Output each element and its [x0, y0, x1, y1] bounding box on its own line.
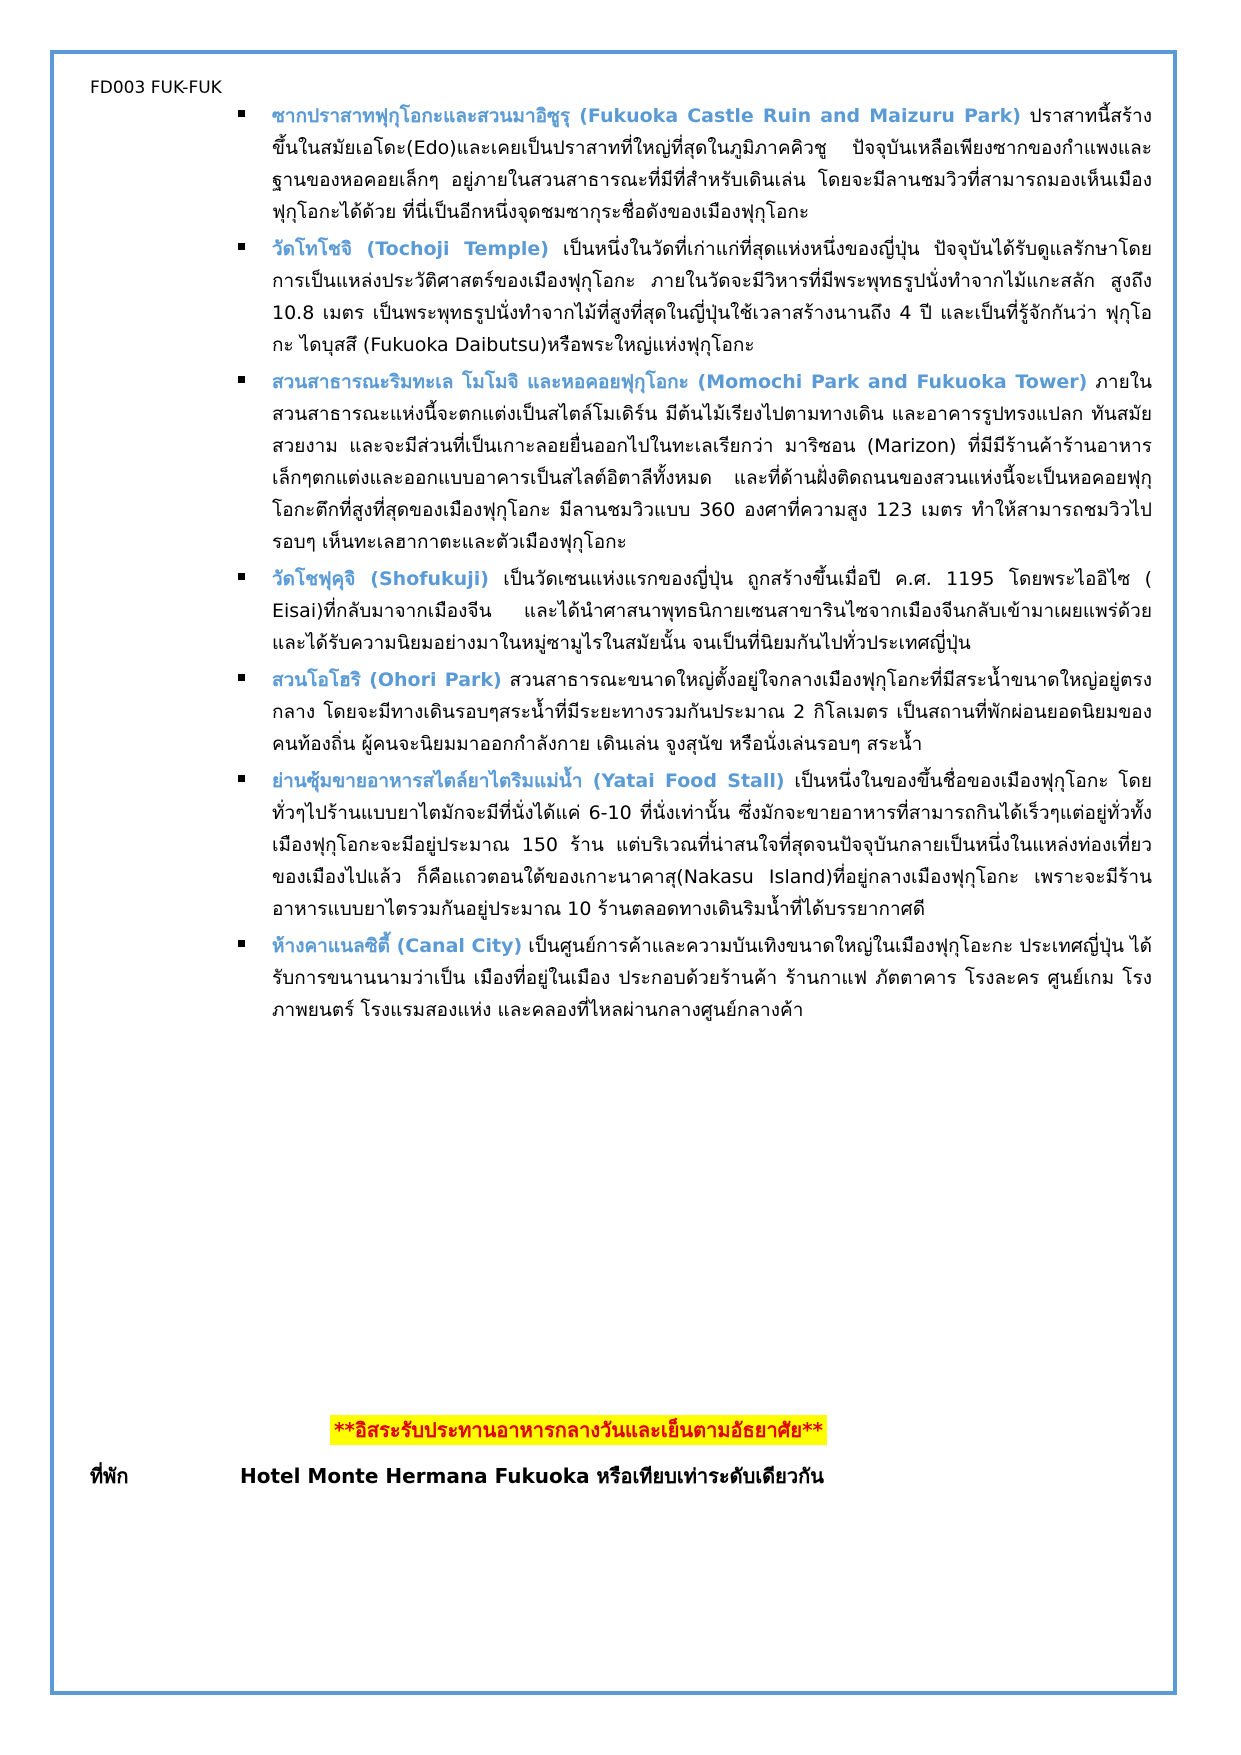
attraction-title: วัดโทโชจิ (Tochoji Temple): [272, 238, 549, 260]
attraction-description: ปราสาทนี้สร้างขึ้นในสมัยเอโดะ(Edo)และเคยเป็นปราสาทที่ใหญ่ที่สุดในภูมิภาคคิวชู ปัจจุบันเหลือเพียงซากของกำแพงและฐานของหอคอยเล็กๆ อยู่ภายในสวนสาธารณะที่มีที่สำหรับเดินเล่น โดยจะมีลานชมวิวที่สามารถมองเห็นเมืองฟุกุโอกะได้ด้วย ที่นี่เป็นอีกหนึ่งจุดชมซากุระชื่อดังของเมืองฟุกุโอกะ: [272, 105, 1152, 223]
list-item-text: [272, 233, 1152, 361]
meal-notice: **อิสระรับประทานอาหารกลางวันและเย็นตามอัธยาศัย**: [330, 1415, 827, 1445]
list-item: [272, 366, 1152, 558]
bullet-icon: [238, 674, 245, 681]
attraction-list: [272, 100, 1152, 1031]
attraction-title: วัดโชฟุคุจิ (Shofukuji): [272, 568, 489, 590]
bullet-icon: [238, 110, 245, 117]
list-item: [272, 765, 1152, 925]
list-item: [272, 563, 1152, 659]
bullet-icon: [238, 775, 245, 782]
accommodation-hotel: Hotel Monte Hermana Fukuoka หรือเทียบเท่าระดับเดียวกัน: [240, 1464, 824, 1488]
list-item-text: [272, 563, 1152, 659]
attraction-description: เป็นวัดเซนแห่งแรกของญี่ปุ่น ถูกสร้างขึ้นเมื่อปี ค.ศ. 1195 โดยพระไออิไซ ( Eisai)ที่กลับมาจากเมืองจีน และได้นำศาสนาพุทธนิกายเซนสาขารินไซจากเมืองจีนกลับเข้ามาเผยแพร่ด้วย และได้รับความนิยมอย่างมาในหมู่ซามูไรในสมัยนั้น จนเป็นที่นิยมกันไปทั่วประเทศญี่ปุ่น: [272, 568, 1152, 654]
attraction-description: เป็นศูนย์การค้าและความบันเทิงขนาดใหญ่ในเมืองฟุกุโอะกะ ประเทศญี่ปุ่น ได้รับการขนานนามว่าเป็น เมืองที่อยู่ในเมือง ประกอบด้วยร้านค้า ร้านกาแฟ ภัตตาคาร โรงละคร ศูนย์เกม โรงภาพยนตร์ โรงแรมสองแห่ง และคลองที่ไหลผ่านกลางศูนย์กลางค้า: [272, 935, 1152, 1021]
list-item-text: [272, 930, 1152, 1026]
list-item-text: [272, 765, 1152, 925]
accommodation-label: ที่พัก: [90, 1464, 129, 1488]
attraction-description: เป็นหนึ่งในวัดที่เก่าแก่ที่สุดแห่งหนึ่งของญี่ปุ่น ปัจจุบันได้รับดูแลรักษาโดยการเป็นแหล่งประวัติศาสตร์ของเมืองฟุกุโอกะ ภายในวัดจะมีวิหารที่มีพระพุทธรูปนั่งทำจากไม้แกะสลัก สูงถึง 10.8 เมตร เป็นพระพุทธรูปนั่งทำจากไม้ที่สูงที่สุดในญี่ปุ่นใช้เวลาสร้างนานถึง 4 ปี และเป็นที่รู้จักกันว่า ฟุกุโอกะ ไดบุสสึ (Fukuoka Daibutsu)หรือพระใหญ่แห่งฟุกุโอกะ: [272, 238, 1152, 356]
attraction-title: ห้างคาแนลซิตี้ (Canal City): [272, 935, 523, 957]
attraction-title: สวนโอโฮริ (Ohori Park): [272, 669, 502, 691]
list-item-text: [272, 664, 1152, 760]
list-item-text: [272, 100, 1152, 228]
list-item: [272, 664, 1152, 760]
document-code: FD003 FUK-FUK: [90, 78, 222, 98]
list-item: [272, 930, 1152, 1026]
list-item-text: [272, 366, 1152, 558]
bullet-icon: [238, 243, 245, 250]
bullet-icon: [238, 940, 245, 947]
list-item: [272, 100, 1152, 228]
attraction-title: สวนสาธารณะริมทะเล โมโมจิ และหอคอยฟุกุโอกะ (Momochi Park and Fukuoka Tower): [272, 371, 1088, 393]
attraction-description: สวนสาธารณะขนาดใหญ่ตั้งอยู่ใจกลางเมืองฟุกุโอกะที่มีสระน้ำขนาดใหญ่อยู่ตรงกลาง โดยจะมีทางเดินรอบๆสระน้ำที่มีระยะทางรวมกันประมาณ 2 กิโลเมตร เป็นสถานที่พักผ่อนยอดนิยมของคนท้องถิ่น ผู้คนจะนิยมมาออกกำลังกาย เดินเล่น จูงสุนัข หรือนั่งเล่นรอบๆ สระน้ำ: [272, 669, 1152, 755]
bullet-icon: [238, 573, 245, 580]
attraction-description: ภายในสวนสาธารณะแห่งนี้จะตกแต่งเป็นสไตล์โมเดิร์น มีต้นไม้เรียงไปตามทางเดิน และอาคารรูปทรงแปลก ทันสมัยสวยงาม และจะมีส่วนที่เป็นเกาะลอยยื่นออกไปในทะเลเรียกว่า มาริซอน (Marizon) ที่มีมีร้านค้าร้านอาหารเล็กๆตกแต่งและออกแบบอาคารเป็นสไลต์อิตาลีทั้งหมด และที่ด้านฝั่งติดถนนของสวนแห่งนี้จะเป็นหอคอยฟุกุโอกะตึกที่สูงที่สุดของเมืองฟุกุโอกะ มีลานชมวิวแบบ 360 องศาที่ความสูง 123 เมตร ทำให้สามารถชมวิวไปรอบๆ เห็นทะเลฮากาตะและตัวเมืองฟุกุโอกะ: [272, 371, 1152, 553]
attraction-title: ย่านซุ้มขายอาหารสไตล์ยาไตริมแม่น้ำ (Yatai Food Stall): [272, 770, 785, 792]
bullet-icon: [238, 376, 245, 383]
attraction-title: ซากปราสาทฟุกุโอกะและสวนมาอิซูรุ (Fukuoka Castle Ruin and Maizuru Park): [272, 105, 1021, 127]
list-item: [272, 233, 1152, 361]
attraction-description: เป็นหนึ่งในของขึ้นชื่อของเมืองฟุกุโอกะ โดยทั่วๆไปร้านแบบยาไตมักจะมีที่นั่งได้แค่ 6-10 ที่นั่งเท่านั้น ซึ่งมักจะขายอาหารที่สามารถกินได้เร็วๆแต่อยู่ทั่วทั้งเมืองฟุกุโอกะจะมีอยู่ประมาณ 150 ร้าน แต่บริเวณที่น่าสนใจที่สุดจนปัจจุบันกลายเป็นหนึ่งในแหล่งท่องเที่ยวของเมืองไปแล้ว ก็คือแถวตอนใต้ของเกาะนาคาสุ(Nakasu Island)ที่อยู่กลางเมืองฟุกุโอกะ เพราะจะมีร้านอาหารแบบยาไตรวมกันอยู่ประมาณ 10 ร้านตลอดทางเดินริมน้ำที่ได้บรรยากาศดี: [272, 770, 1152, 920]
